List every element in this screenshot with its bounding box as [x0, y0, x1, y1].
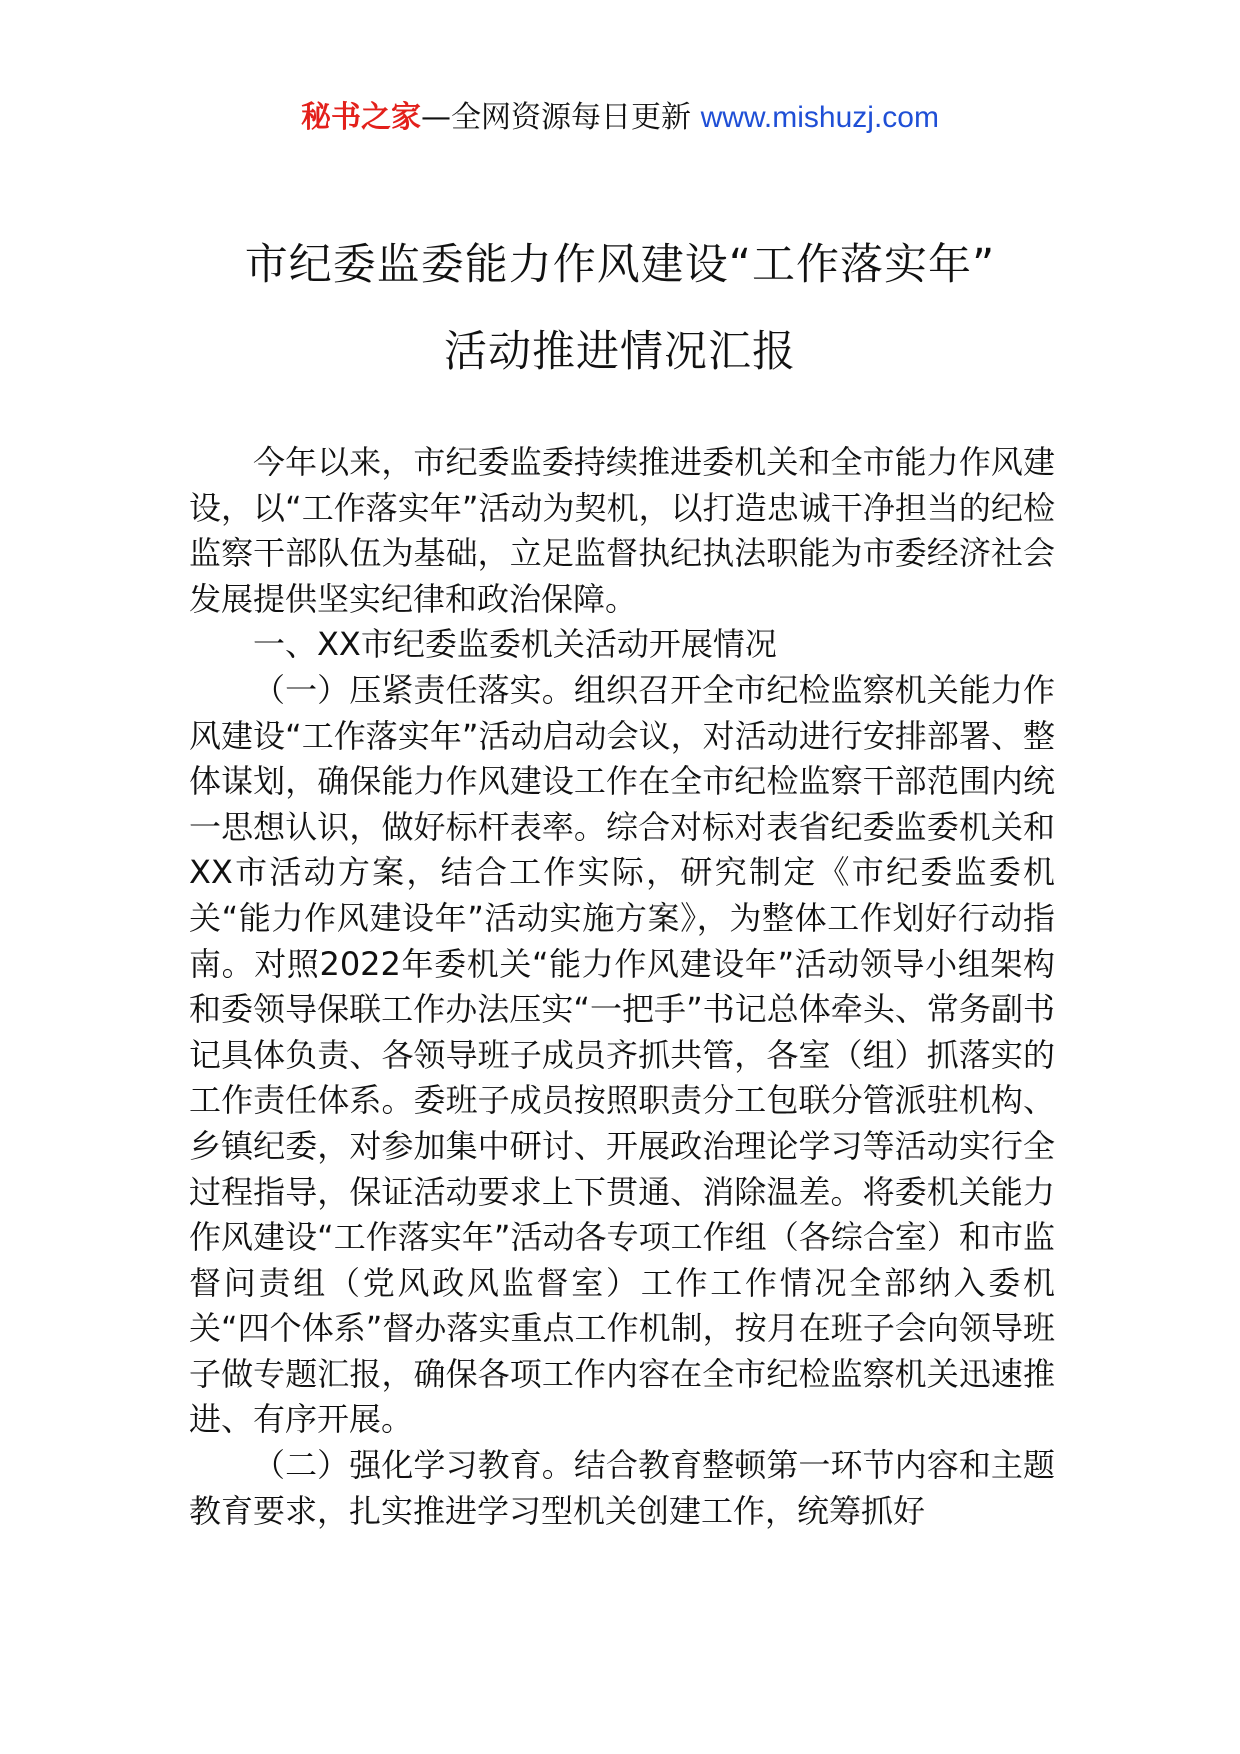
slogan: —全网资源每日更新	[421, 100, 692, 135]
document-title-line-1: 市纪委监委能力作风建设“工作落实年”	[244, 240, 996, 290]
brand-name: 秘书之家	[301, 100, 422, 135]
subsection-paragraph-1: （一）压紧责任落实。组织召开全市纪检监察机关能力作风建设“工作落实年”活动启动会议，对活动进行安排部署、整体谋划，确保能力作风建设工作在全市纪检监察干部范围内统一思想认识，做好标杆表率。综合对标对表省纪委监委机关和XX市活动方案，结合工作实际，研究制定《市纪委监委机关“能力作风建设年”活动实施方案》，为整体工作划好行动指南。对照2022年委机关“能力作风建设年”活动领导小组架构和委领导保联工作办法压实“一把手”书记总体牵头、常务副书记具体负责、各领导班子成员齐抓共管，各室（组）抓落实的工作责任体系。委班子成员按照职责分工包联分管派驻机构、乡镇纪委，对参加集中研讨、开展政治理论学习等活动实行全过程指导，保证活动要求上下贯通、消除温差。将委机关能力作风建设“工作落实年”活动各专项工作组（各综合室）和市监督问责组（党风政风监督室）工作工作情况全部纳入委机关“四个体系”督办落实重点工作机制，按月在班子会向领导班子做专题汇报，确保各项工作内容在全市纪检监察机关迅速推进、有序开展。	[189, 670, 1055, 1439]
subsection-paragraph-2: （二）强化学习教育。结合教育整顿第一环节内容和主题教育要求，扎实推进学习型机关创建工作，统筹抓好	[189, 1446, 1055, 1530]
document-body	[189, 440, 1055, 1534]
section-heading-1: 一、XX市纪委监委机关活动开展情况	[253, 625, 777, 664]
watermark-banner	[0, 98, 1240, 138]
intro-paragraph: 今年以来，市纪委监委持续推进委机关和全市能力作风建设，以“工作落实年”活动为契机，以打造忠诚干净担当的纪检监察干部队伍为基础，立足监督执纪执法职能为市委经济社会发展提供坚实纪律和政治保障。	[189, 443, 1055, 618]
site-url[interactable]: www.mishuzj.com	[700, 101, 939, 134]
document-title-line-2: 活动推进情况汇报	[444, 327, 796, 377]
